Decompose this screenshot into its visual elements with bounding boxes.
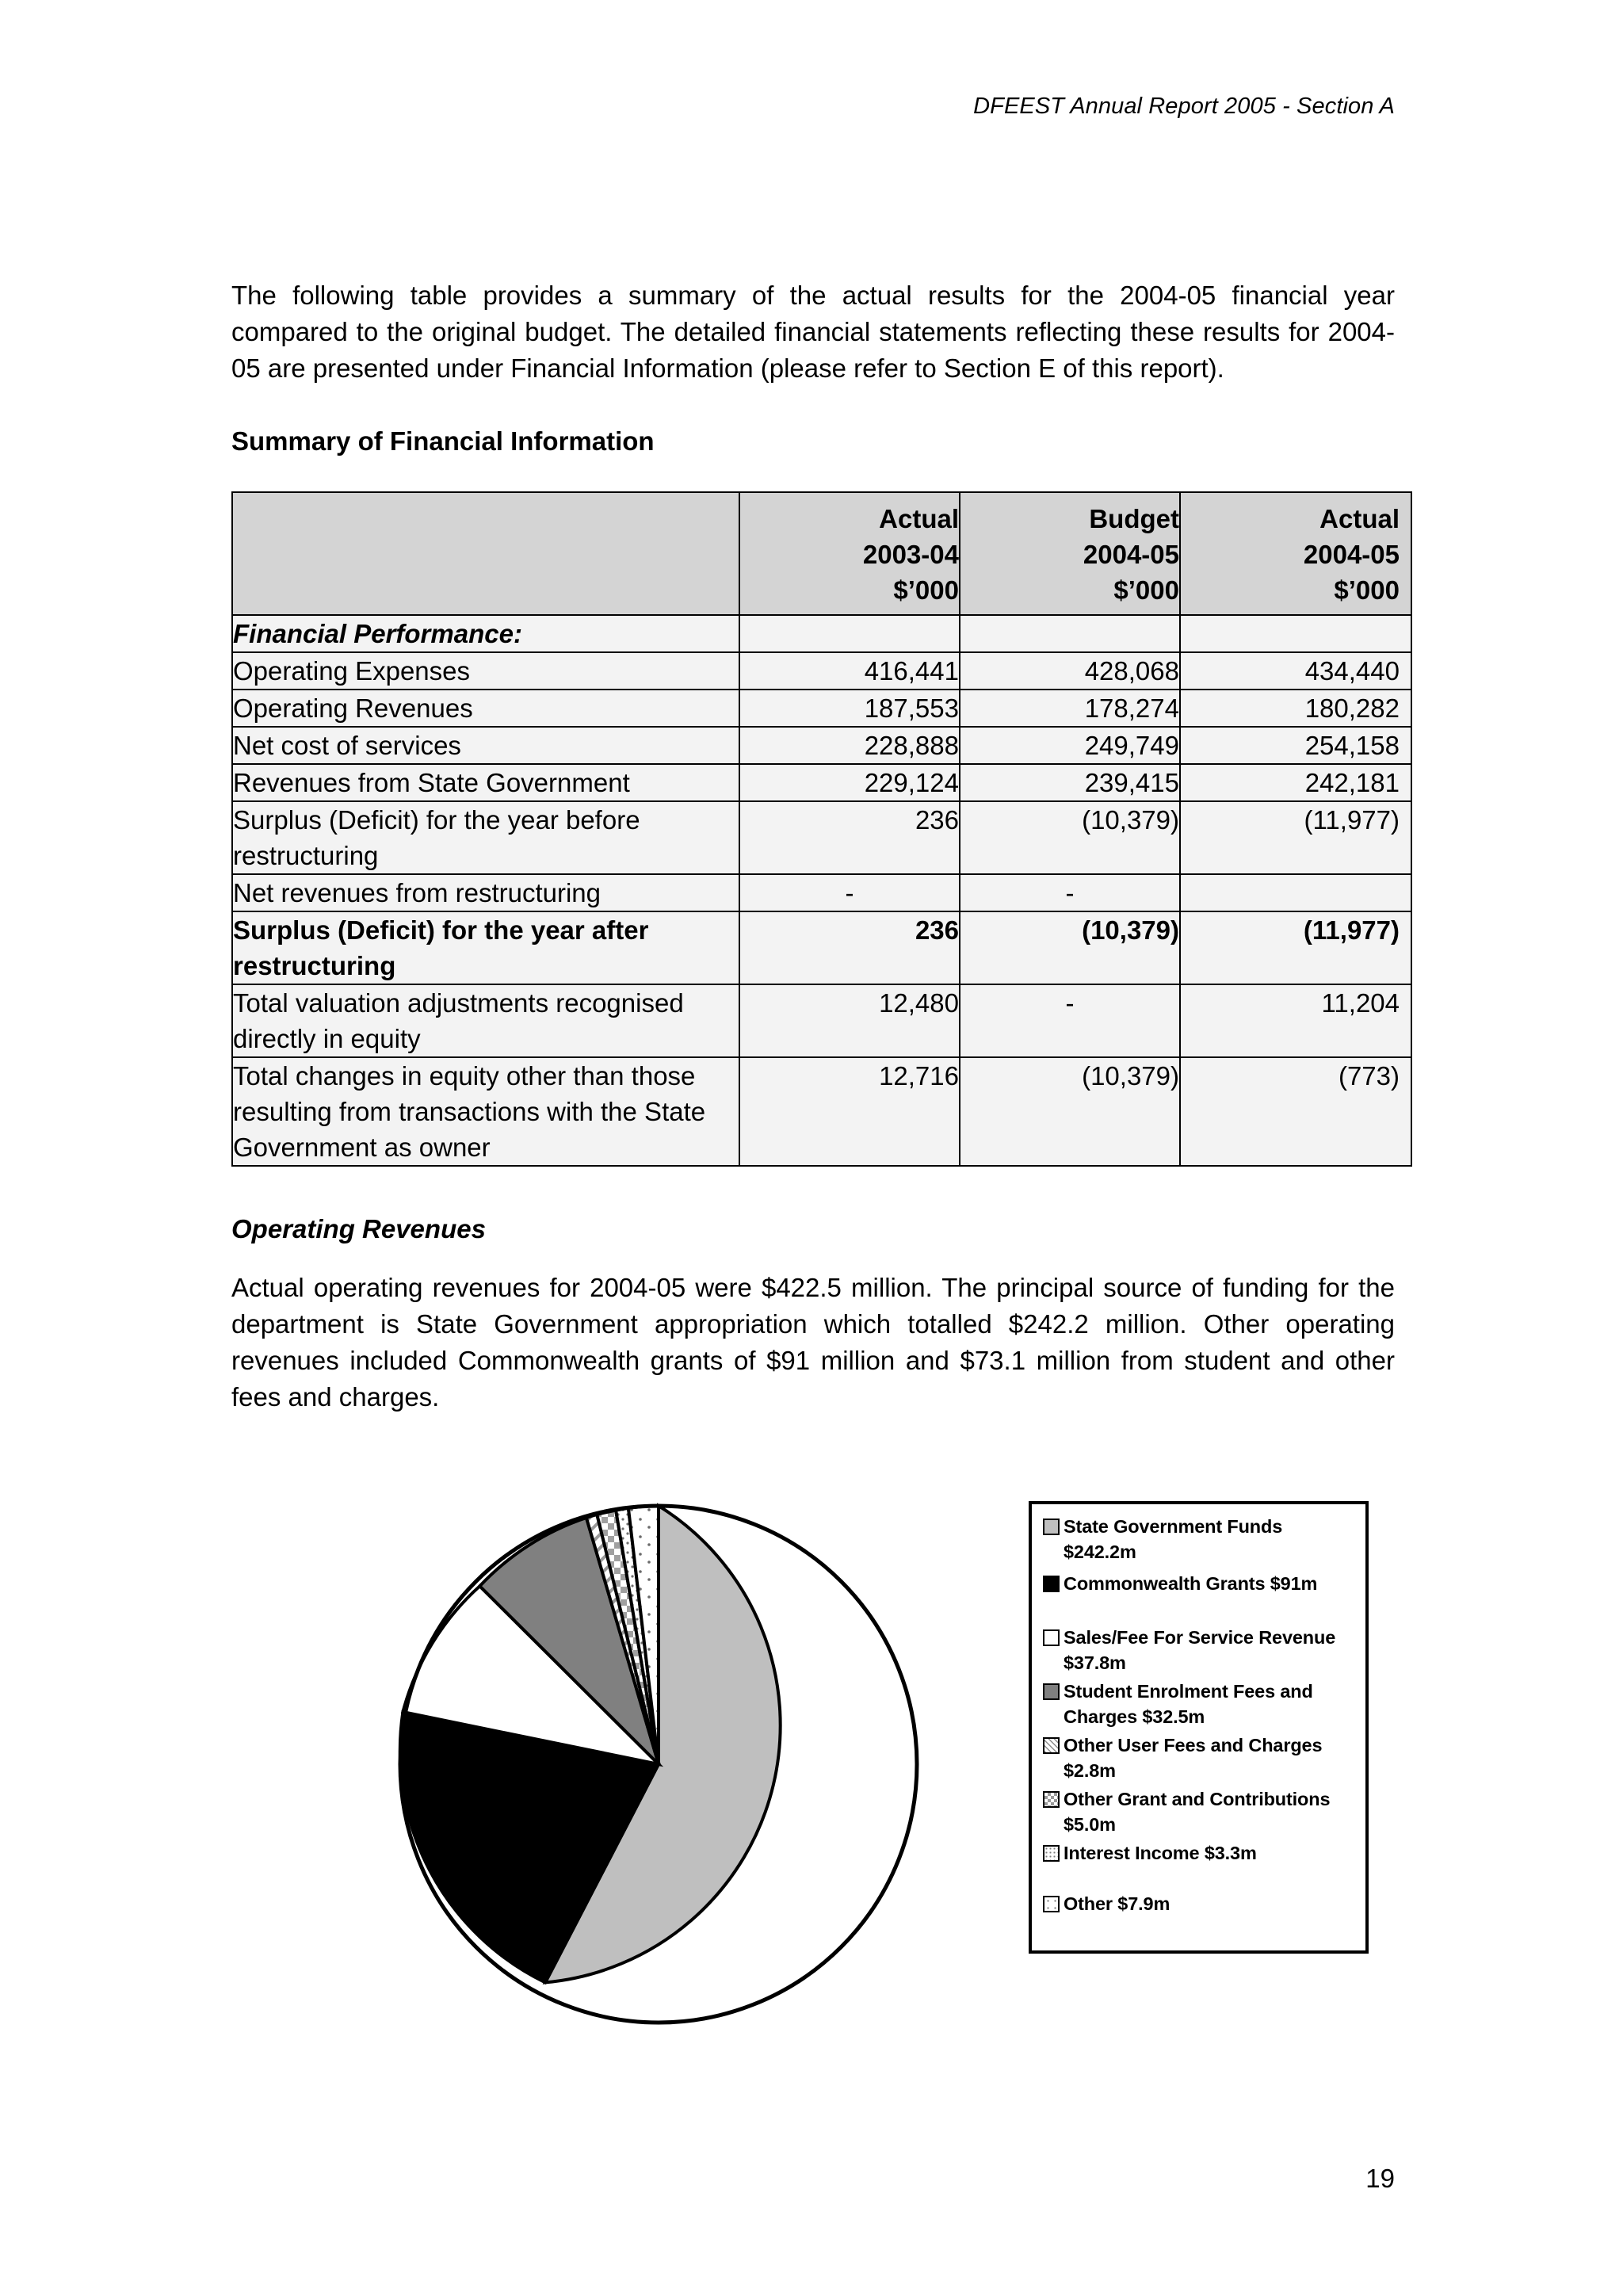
legend-swatch-icon	[1043, 1791, 1060, 1808]
row-value-1	[739, 615, 960, 652]
legend-item-other	[1043, 1891, 1360, 1916]
row-label: Surplus (Deficit) for the year after restructuring	[232, 911, 739, 984]
table-row	[232, 874, 1411, 911]
header-line-3: $’000	[1113, 575, 1179, 605]
row-label: Net cost of services	[232, 727, 739, 764]
header-line-1: Actual	[1319, 504, 1400, 533]
row-value-1: 229,124	[739, 764, 960, 801]
legend-item-sales-fee-for-service-revenue	[1043, 1625, 1360, 1675]
row-value-1: 416,441	[739, 652, 960, 690]
row-value-1: 12,480	[739, 984, 960, 1057]
legend-swatch-icon	[1043, 1845, 1060, 1862]
revenue-pie-chart-figure	[0, 1482, 1623, 2084]
pie-chart	[392, 1498, 925, 2034]
header-cell-blank	[232, 492, 739, 615]
legend-item-label: Other User Fees and Charges $2.8m	[1064, 1735, 1323, 1781]
table-row	[232, 652, 1411, 690]
row-value-2: (10,379)	[960, 1057, 1180, 1166]
legend-swatch-icon	[1043, 1629, 1060, 1646]
legend-swatch-icon	[1043, 1683, 1060, 1700]
legend-item-label: Commonwealth Grants $91m	[1064, 1573, 1318, 1594]
legend-item-label: Other $7.9m	[1064, 1893, 1170, 1914]
row-label: Net revenues from restructuring	[232, 874, 739, 911]
row-value-3	[1180, 615, 1411, 652]
row-label: Total changes in equity other than those resulting from transactions with the State Government as owner	[232, 1057, 739, 1166]
operating-revenues-paragraph: Actual operating revenues for 2004-05 were $422.5 million. The principal source of funding for the department is State Government appropriation which totalled $242.2 million. Other operating revenues included Commonwealth grants of $91 million and $73.1 million from student and other fees and charges.	[231, 1273, 1395, 1412]
row-label: Surplus (Deficit) for the year before restructuring	[232, 801, 739, 874]
row-value-1: -	[739, 874, 960, 911]
financial-summary-table	[231, 491, 1412, 1167]
pie-chart-svg	[392, 1498, 925, 2030]
row-value-2: (10,379)	[960, 801, 1180, 874]
row-label: Total valuation adjustments recognised directly in equity	[232, 984, 739, 1057]
summary-heading: Summary of Financial Information	[231, 426, 655, 456]
table-row	[232, 801, 1411, 874]
header-cell-actual-2003-04	[739, 492, 960, 615]
legend-item-label: Interest Income $3.3m	[1064, 1843, 1257, 1863]
row-label: Revenues from State Government	[232, 764, 739, 801]
legend-item-interest-income	[1043, 1840, 1360, 1866]
row-value-1: 187,553	[739, 690, 960, 727]
header-line-2: 2004-05	[1083, 540, 1179, 569]
row-label: Operating Expenses	[232, 652, 739, 690]
header-line-1: Actual	[879, 504, 959, 533]
legend-item-label: Student Enrolment Fees and Charges $32.5m	[1064, 1681, 1313, 1727]
row-value-2: 239,415	[960, 764, 1180, 801]
row-value-3: 242,181	[1180, 764, 1411, 801]
table-row	[232, 984, 1411, 1057]
row-value-3	[1180, 874, 1411, 911]
legend-item-label: Other Grant and Contributions $5.0m	[1064, 1789, 1331, 1835]
table-row	[232, 1057, 1411, 1166]
row-value-2: 249,749	[960, 727, 1180, 764]
page-number: 19	[1365, 2164, 1395, 2193]
header-line-3: $’000	[893, 575, 959, 605]
legend-swatch-icon	[1043, 1896, 1060, 1912]
row-value-3: 11,204	[1180, 984, 1411, 1057]
legend-item-other-user-fees-and-charges	[1043, 1733, 1360, 1783]
row-value-3: (11,977)	[1180, 911, 1411, 984]
row-value-3: (773)	[1180, 1057, 1411, 1166]
legend-item-student-enrolment-fees-and-charges	[1043, 1679, 1360, 1729]
row-value-2: (10,379)	[960, 911, 1180, 984]
running-header: DFEEST Annual Report 2005 - Section A	[973, 94, 1395, 119]
row-label: Financial Performance:	[232, 615, 739, 652]
header-line-2: 2003-04	[862, 540, 959, 569]
header-line-3: $’000	[1334, 575, 1400, 605]
table-row	[232, 911, 1411, 984]
row-value-1: 228,888	[739, 727, 960, 764]
row-value-2: -	[960, 984, 1180, 1057]
legend-item-commonwealth-grants	[1043, 1571, 1360, 1596]
table-body	[232, 492, 1411, 1166]
row-value-2: 178,274	[960, 690, 1180, 727]
table-row	[232, 764, 1411, 801]
legend-item-label: State Government Funds $242.2m	[1064, 1516, 1283, 1562]
legend-swatch-icon	[1043, 1737, 1060, 1754]
row-value-3: 434,440	[1180, 652, 1411, 690]
row-value-3: 254,158	[1180, 727, 1411, 764]
table-header-row	[232, 492, 1411, 615]
row-value-1: 12,716	[739, 1057, 960, 1166]
header-cell-budget-2004-05	[960, 492, 1180, 615]
row-value-2: 428,068	[960, 652, 1180, 690]
row-value-1: 236	[739, 801, 960, 874]
legend-swatch-icon	[1043, 1519, 1060, 1535]
row-value-2	[960, 615, 1180, 652]
row-label: Operating Revenues	[232, 690, 739, 727]
table-row	[232, 615, 1411, 652]
row-value-2: -	[960, 874, 1180, 911]
page-content	[231, 277, 1400, 1415]
table-row	[232, 727, 1411, 764]
legend-item-other-grant-and-contributions	[1043, 1786, 1360, 1837]
header-cell-actual-2004-05	[1180, 492, 1411, 615]
intro-paragraph: The following table provides a summary of the actual results for the 2004-05 financial year compared to the original budget. The detailed financial statements reflecting these results for 2004-05 are presented under Financial Information (please refer to Section E of this report).	[231, 281, 1395, 383]
row-value-1: 236	[739, 911, 960, 984]
pie-chart-legend	[1029, 1501, 1369, 1954]
row-value-3: 180,282	[1180, 690, 1411, 727]
header-line-1: Budget	[1089, 504, 1179, 533]
legend-item-label: Sales/Fee For Service Revenue $37.8m	[1064, 1627, 1336, 1673]
header-line-2: 2004-05	[1303, 540, 1400, 569]
table-row	[232, 690, 1411, 727]
row-value-3: (11,977)	[1180, 801, 1411, 874]
legend-swatch-icon	[1043, 1576, 1060, 1592]
operating-revenues-heading: Operating Revenues	[231, 1214, 486, 1244]
legend-item-state-government-funds	[1043, 1514, 1360, 1564]
